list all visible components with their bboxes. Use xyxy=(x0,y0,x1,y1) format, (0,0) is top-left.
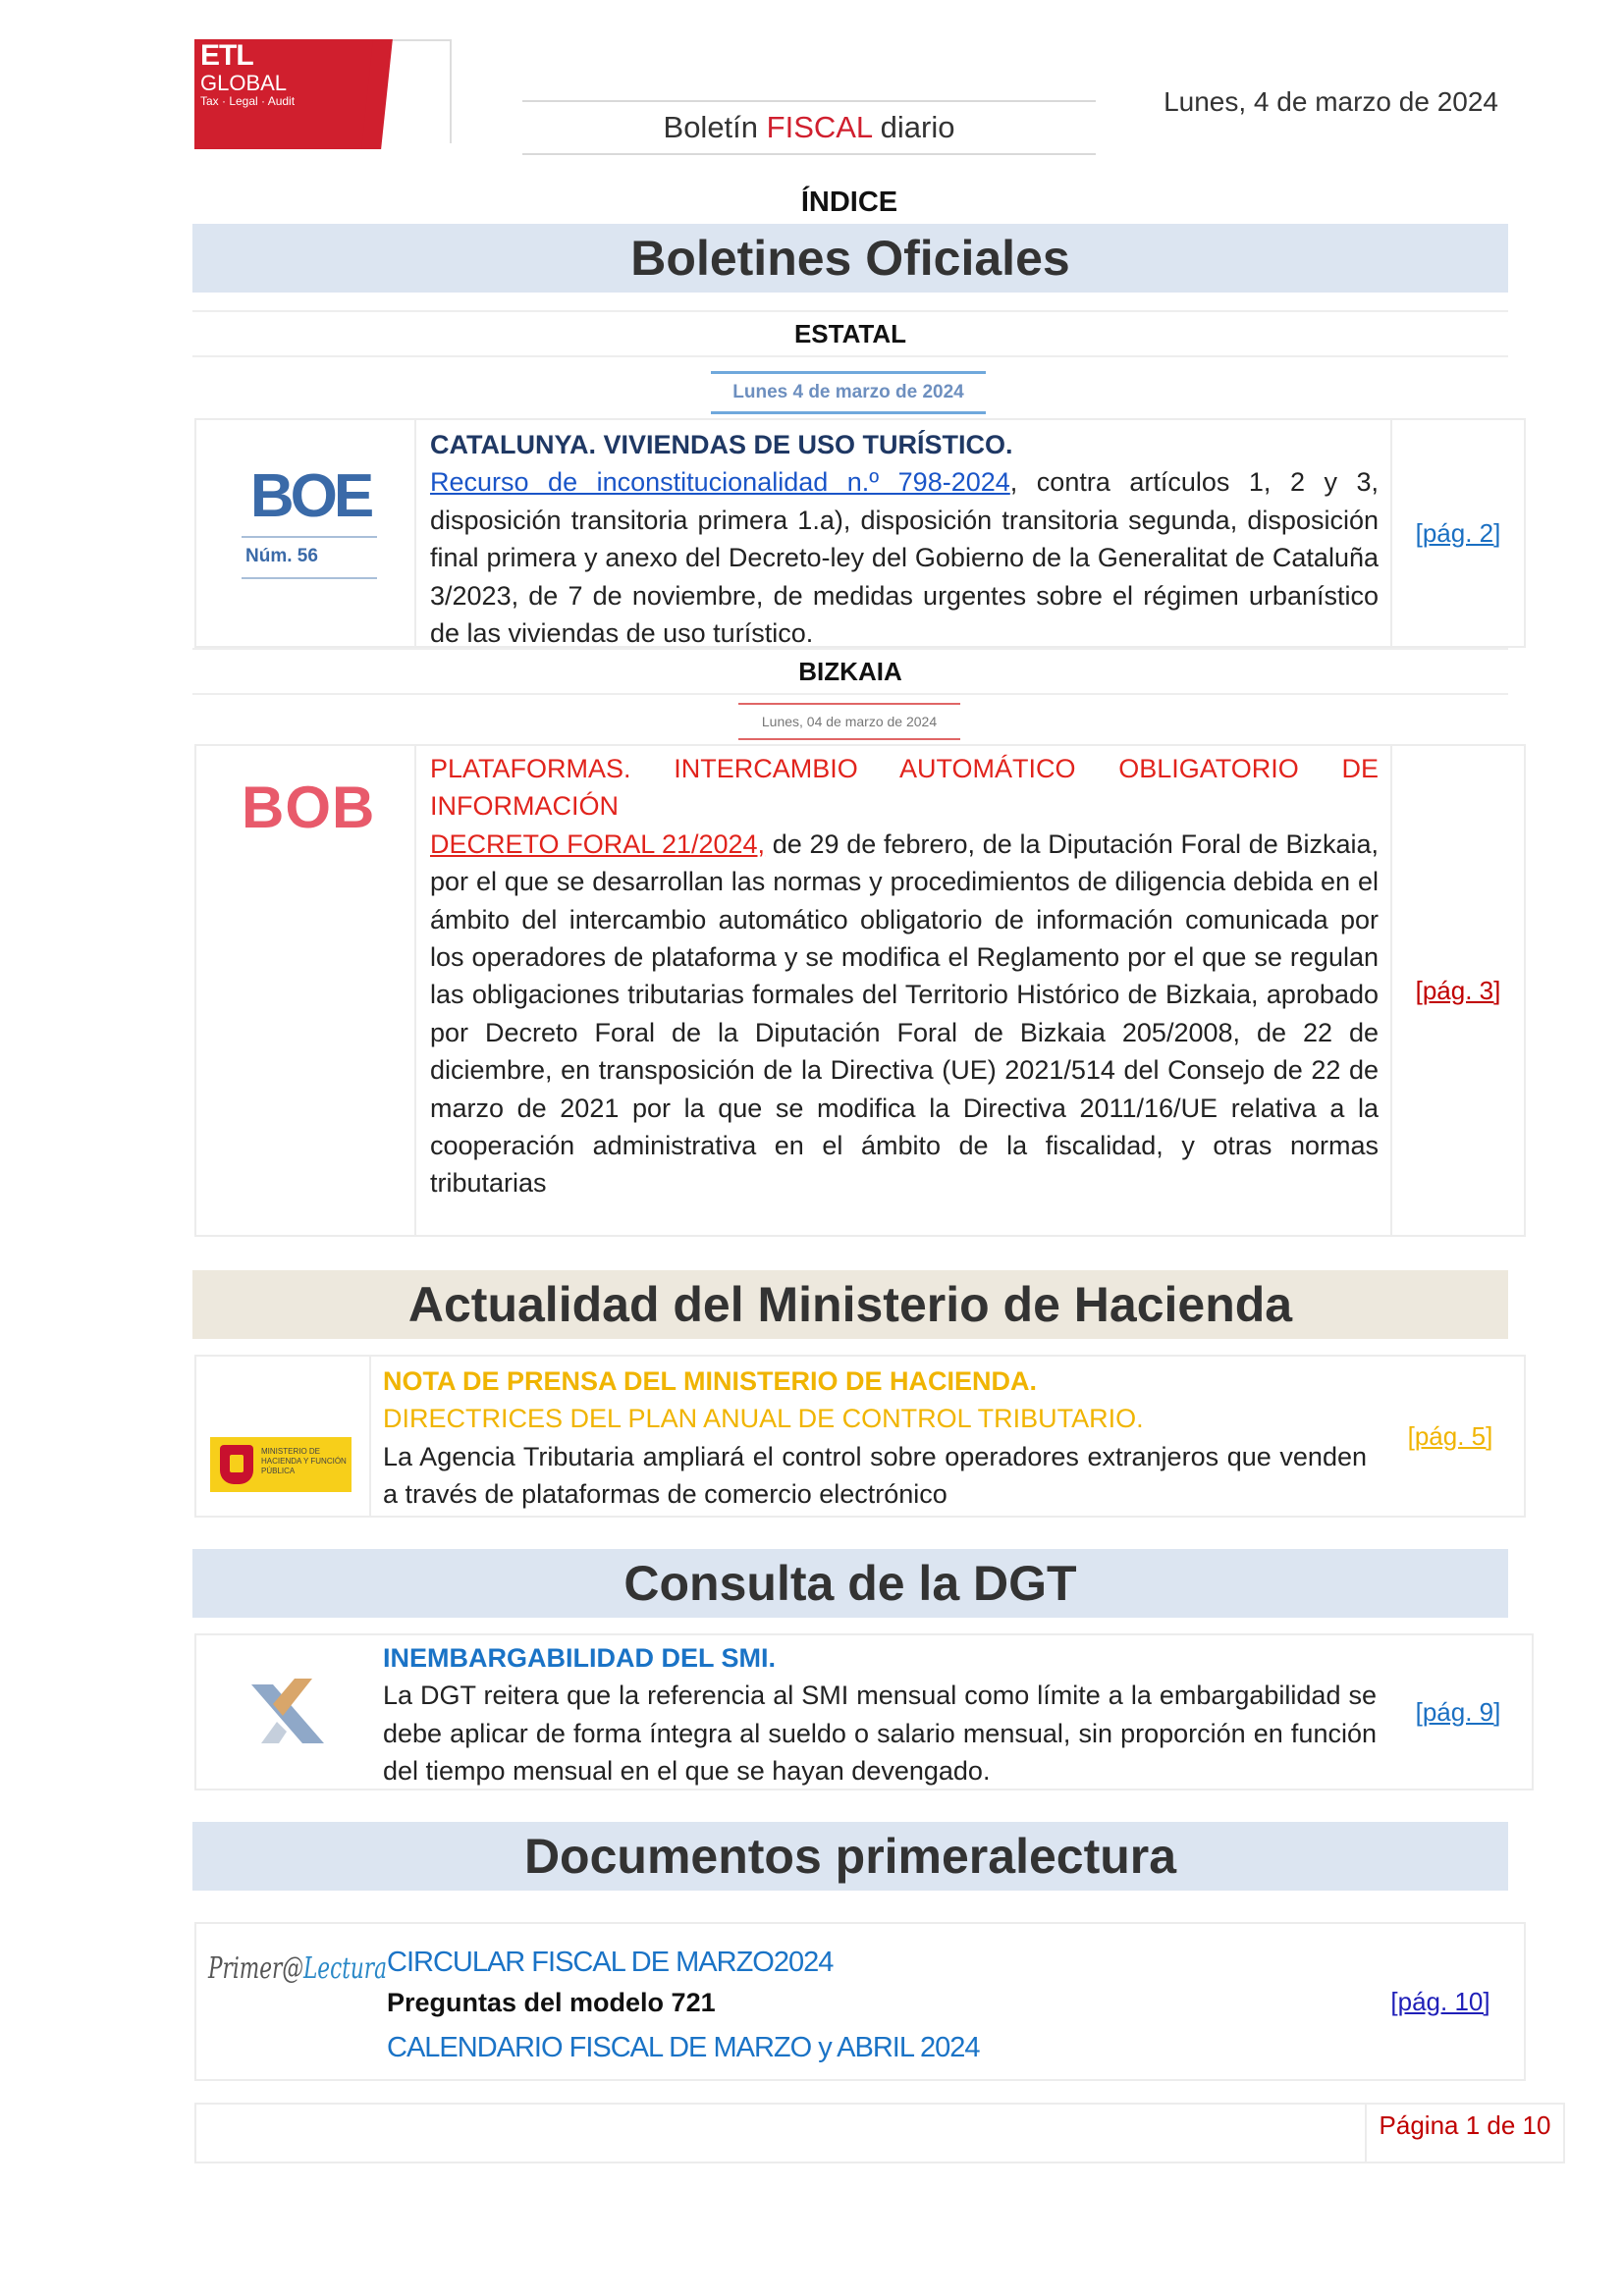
header-date: Lunes, 4 de marzo de 2024 xyxy=(1164,86,1498,117)
page-number: Página 1 de 10 xyxy=(1365,2105,1563,2162)
boe-entry-body: , contra artículos 1, 2 y 3, disposición transitoria primera 1.a), disposición transitoria segunda, disposición final primera y anexo del Decreto-ley del Gobierno de la Generalitat de Cataluña 3/2023, de 7 de noviembre, de medidas urgentes sobre el régimen urbanístico de las viviendas de uso turístico. xyxy=(430,467,1379,649)
boe-recurso-link[interactable]: Recurso de inconstitucionalidad n.º 798-2024 xyxy=(430,467,1010,498)
entry-bob xyxy=(194,744,1526,1237)
region-estatal: ESTATAL xyxy=(192,310,1508,357)
section-hacienda: Actualidad del Ministerio de Hacienda xyxy=(192,1270,1508,1339)
boe-logo-mark: BOE xyxy=(249,462,371,530)
entry-dgt xyxy=(194,1633,1534,1790)
bob-logo xyxy=(196,746,416,1235)
primeralectura-logo xyxy=(196,1924,387,2079)
bob-entry-text xyxy=(430,750,1379,1202)
dgt-page-link[interactable]: [pág. 9] xyxy=(1415,1696,1501,1727)
bob-entry-title: PLATAFORMAS. INTERCAMBIO AUTOMÁTICO OBLIGATORIO DE INFORMACIÓN xyxy=(430,754,1379,822)
section-primeralectura: Documentos primeralectura xyxy=(192,1822,1508,1891)
region-bizkaia: BIZKAIA xyxy=(192,648,1508,695)
aeat-logo xyxy=(196,1635,369,1789)
calendario-fiscal-link[interactable]: CALENDARIO FISCAL DE MARZO y ABRIL 2024 xyxy=(387,2032,980,2063)
coat-of-arms-icon xyxy=(220,1445,253,1484)
boe-entry-title: CATALUNYA. VIVIENDAS DE USO TURÍSTICO. xyxy=(430,430,1013,459)
primeralectura-page-link[interactable]: [pág. 10] xyxy=(1390,1986,1490,2016)
bob-logo-mark: BOB xyxy=(242,774,376,840)
agencia-tributaria-icon xyxy=(244,1665,332,1753)
dgt-entry-title: INEMBARGABILIDAD DEL SMI. xyxy=(383,1643,777,1673)
bob-date-badge: Lunes, 04 de marzo de 2024 xyxy=(738,703,960,740)
index-title: ÍNDICE xyxy=(800,187,898,218)
section-boletines-oficiales: Boletines Oficiales xyxy=(192,224,1508,293)
primeralectura-entry-text xyxy=(387,1942,1349,2073)
hacienda-entry-body: La Agencia Tributaria ampliará el control sobre operadores extranjeros que venden a través de plataformas de comercio electrónico xyxy=(383,1441,1367,1510)
circular-fiscal-link[interactable]: CIRCULAR FISCAL DE MARZO2024 xyxy=(387,1947,834,1978)
hacienda-page-link[interactable]: [pág. 5] xyxy=(1407,1420,1493,1451)
ministerio-logo xyxy=(196,1357,371,1516)
logo-line1: ETL xyxy=(200,39,253,72)
boe-number: Núm. 56 xyxy=(245,546,318,566)
footer xyxy=(194,2103,1565,2163)
primeralectura-logo-b: Lectura xyxy=(302,1951,387,1986)
boe-entry-text xyxy=(430,426,1379,652)
boe-date-badge: Lunes 4 de marzo de 2024 xyxy=(711,371,986,414)
hacienda-entry-text xyxy=(383,1362,1367,1514)
boe-logo xyxy=(196,420,416,646)
hacienda-entry-subtitle: DIRECTRICES DEL PLAN ANUAL DE CONTROL TRIBUTARIO. xyxy=(383,1404,1144,1434)
dgt-entry-body: La DGT reitera que la referencia al SMI mensual como límite a la embargabilidad se debe aplicar de forma íntegra al sueldo o salario mensual, sin proporción en función del tiempo mensual en el que se hayan devengado. xyxy=(383,1681,1377,1787)
dgt-entry-text xyxy=(383,1639,1377,1790)
primeralectura-logo-a: Primer@ xyxy=(208,1951,303,1986)
logo-line3: Tax · Legal · Audit xyxy=(200,94,296,108)
etl-global-logo xyxy=(194,39,452,153)
modelo-721-heading: Preguntas del modelo 721 xyxy=(387,1988,716,2017)
entry-boe xyxy=(194,418,1526,648)
ministerio-logo-text: MINISTERIO DE HACIENDA Y FUNCIÓN PÚBLICA xyxy=(261,1447,347,1475)
hacienda-entry-title: NOTA DE PRENSA DEL MINISTERIO DE HACIENDA. xyxy=(383,1366,1038,1396)
entry-hacienda xyxy=(194,1355,1526,1518)
logo-line2: GLOBAL xyxy=(200,71,288,95)
bob-page-link[interactable]: [pág. 3] xyxy=(1415,975,1501,1005)
bulletin-title: Boletín FISCAL diario xyxy=(522,100,1096,155)
bob-entry-body: de 29 de febrero, de la Diputación Foral de Bizkaia, por el que se desarrollan las normas y procedimientos de diligencia debida en el ámbito del intercambio automático obligatorio de información comunicada por los operadores de plataforma y se modifica el Reglamento por el que se regulan las obligaciones tributarias formales del Territorio Histórico de Bizkaia, aprobado por Decreto Foral de la Diputación Foral de Bizkaia 205/2008, de 22 de diciembre, en transposición de la Directiva (UE) 2021/514 del Consejo de 22 de marzo de 2021 por la que se modifica la Directiva 2011/16/UE relativa a la cooperación administrativa en el ámbito de la fiscalidad, y otras normas tributarias xyxy=(430,828,1380,1199)
entry-primeralectura xyxy=(194,1922,1526,2081)
boe-page-link[interactable]: [pág. 2] xyxy=(1415,517,1501,548)
section-dgt: Consulta de la DGT xyxy=(192,1549,1508,1618)
bob-decreto-link[interactable]: DECRETO FORAL 21/2024, xyxy=(430,828,766,859)
